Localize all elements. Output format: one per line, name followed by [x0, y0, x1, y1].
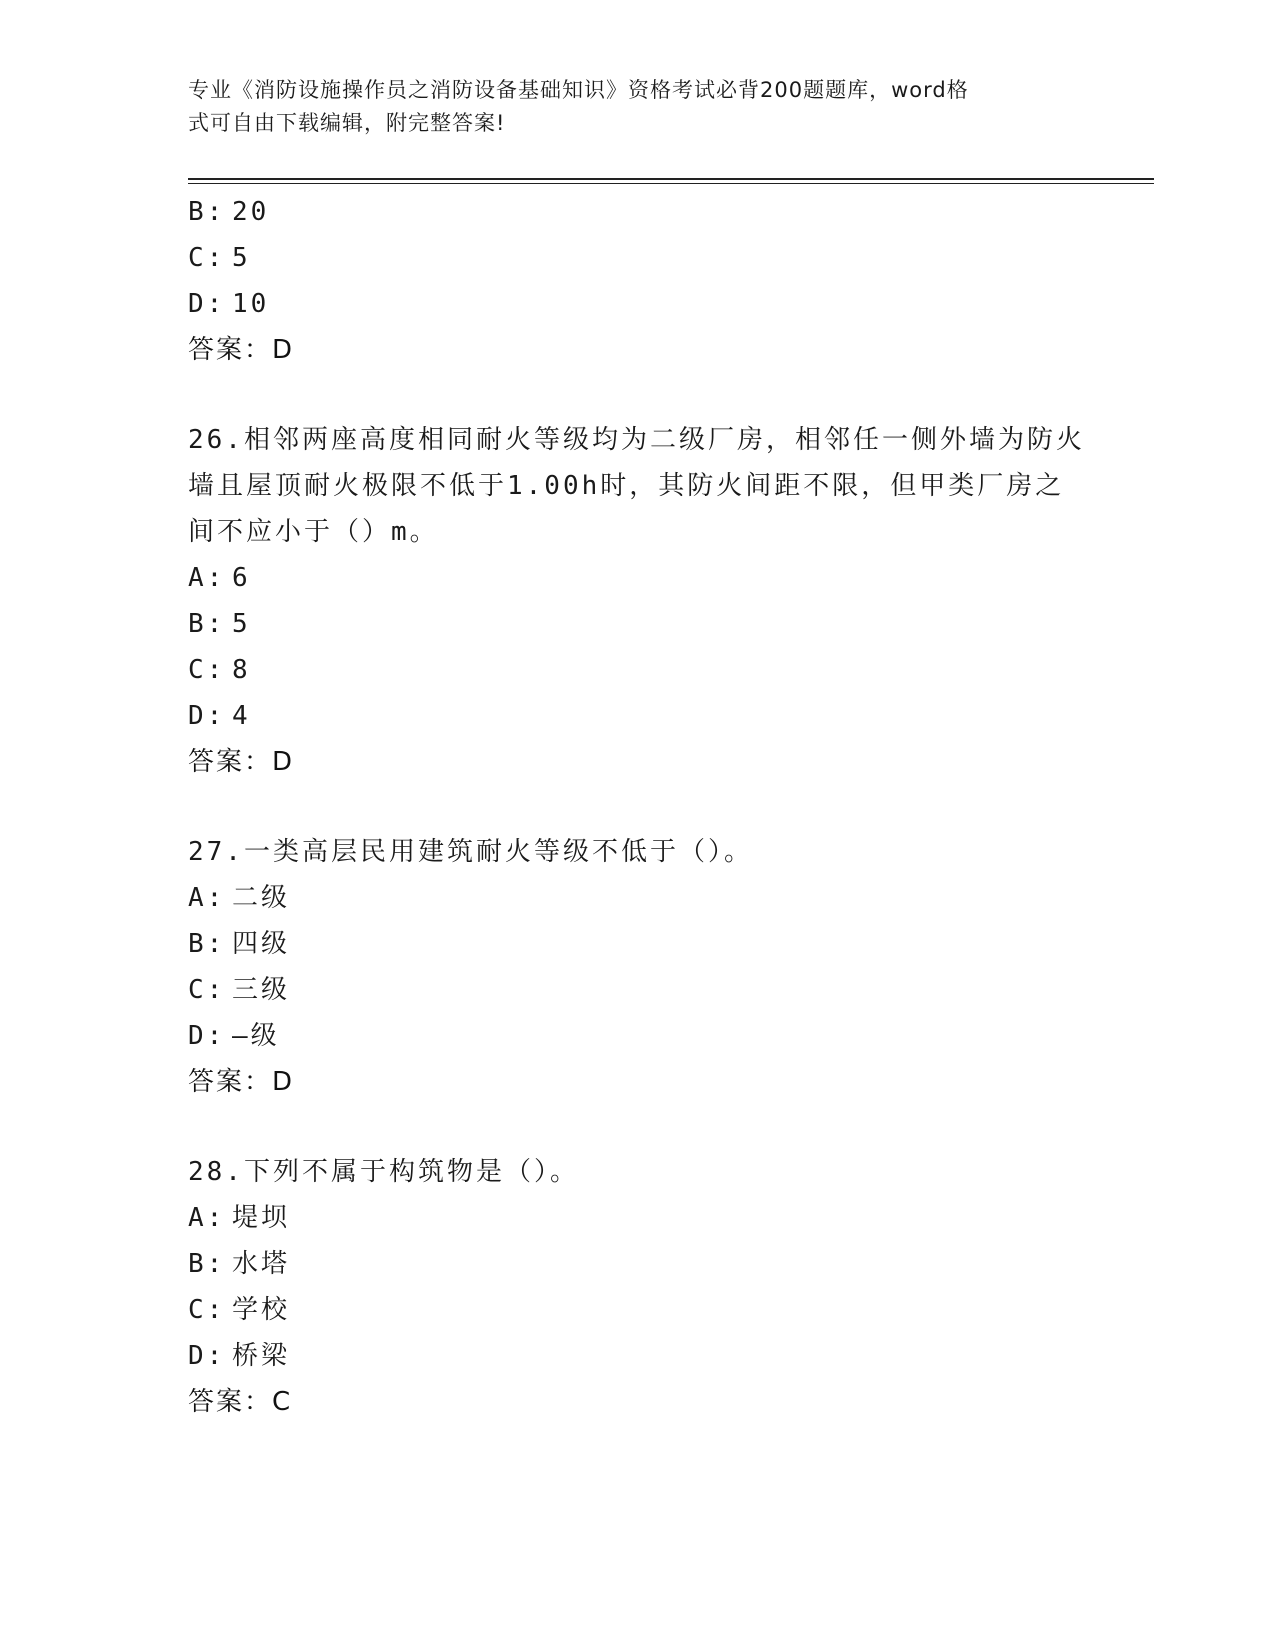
option-c: C: 8	[188, 655, 251, 685]
answer: 答案：C	[188, 1387, 293, 1417]
option-d: D: —级	[188, 1021, 280, 1051]
question-text-line: 27.一类高层民用建筑耐火等级不低于（）。	[188, 837, 753, 867]
option-c: C: 学校	[188, 1295, 291, 1325]
question-26	[188, 417, 1088, 785]
option-c: C: 三级	[188, 975, 291, 1005]
header-line-2: 式可自由下载编辑，附完整答案!	[188, 111, 506, 135]
answer: 答案：D	[188, 335, 295, 365]
option-d: D: 桥梁	[188, 1341, 291, 1371]
option-d: D: 4	[188, 701, 251, 731]
option-c: C: 5	[188, 243, 251, 273]
question-27	[188, 829, 1088, 1105]
document-header	[188, 74, 1068, 140]
answer: 答案：D	[188, 1067, 295, 1097]
header-divider	[188, 178, 1154, 184]
option-a: A: 6	[188, 563, 251, 593]
question-25-continued	[188, 189, 1088, 373]
question-text-line: 26.相邻两座高度相同耐火等级均为二级厂房，相邻任一侧外墙为防火	[188, 425, 1085, 455]
option-b: B: 水塔	[188, 1249, 291, 1279]
option-b: B: 5	[188, 609, 251, 639]
option-a: A: 堤坝	[188, 1203, 291, 1233]
answer: 答案：D	[188, 747, 295, 777]
option-d: D: 10	[188, 289, 270, 319]
question-text-line: 间不应小于（）m。	[188, 517, 439, 547]
header-line-1: 专业《消防设施操作员之消防设备基础知识》资格考试必背200题题库，word格	[188, 78, 969, 102]
question-text-line: 28.下列不属于构筑物是（）。	[188, 1157, 579, 1187]
question-text-line: 墙且屋顶耐火极限不低于1.00h时，其防火间距不限，但甲类厂房之	[188, 471, 1065, 501]
question-list	[188, 189, 1088, 1425]
option-b: B: 20	[188, 197, 270, 227]
question-28	[188, 1149, 1088, 1425]
option-b: B: 四级	[188, 929, 291, 959]
option-a: A: 二级	[188, 883, 291, 913]
